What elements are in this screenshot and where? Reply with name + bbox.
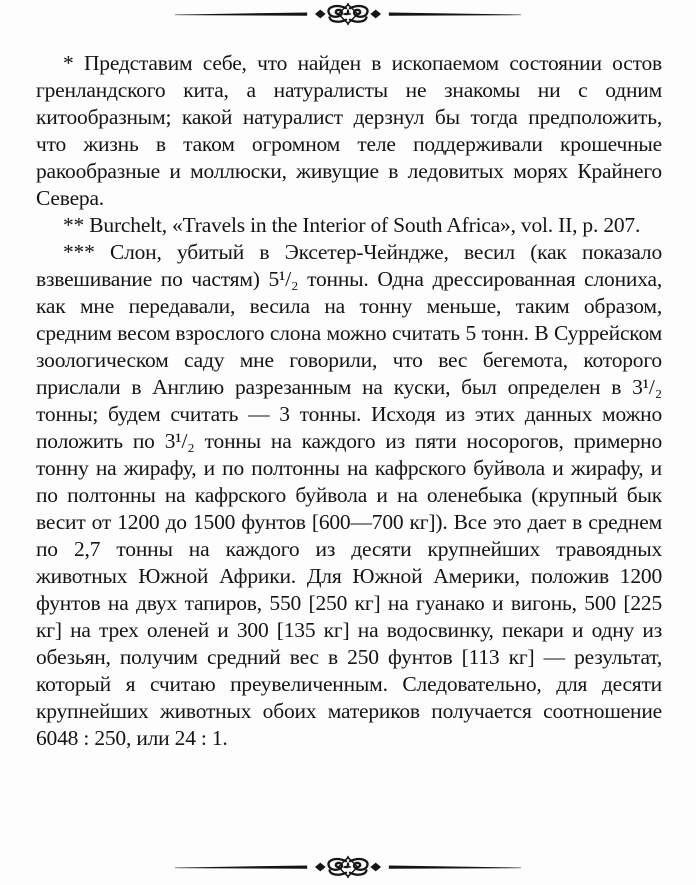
footnote-whale: * Представим себе, что найден в ископаемом состоянии остов гренландского кита, а натуралисты не знакомы ни с одним китообразным; какой натуралист дерзнул бы тогда предположить, что жизнь в таком огромном теле поддерживали крошечные ракообразные и моллюски, живущие в ледовитых морях Крайнего Севера. xyxy=(36,51,662,210)
footnote-burchelt: ** Burchelt, «Travels in the Interior of South Africa», vol. II, p. 207. xyxy=(63,213,641,237)
footnote-elephant: *** Слон, убитый в Эксетер-Чейндже, весил (как показало взвешивание по частям) 5¹/₂ тонны. Одна дрессированная слониха, как мне передавали, весила на тонну меньше, таким образом, средним весом взрослого слона можно считать 5 тонн. В Суррейском зоологическом саду мне говорили, что вес бегемота, которого прислали в Англию разрезанным на куски, был определен в 3¹/₂ тонны; будем считать — 3 тонны. Исходя из этих данных можно положить по 3¹/₂ тонны на каждого из пяти носорогов, примерно тонну на жирафу, и по полтонны на кафрского буйвола и жирафу, и по полтонны на кафрского буйвола и на оленебыка (крупный бык весит от 1200 до 1500 фунтов [600—700 кг]). Все это дает в среднем по 2,7 тонны на каждого из десяти крупнейших травоядных животных Южной Африки. Для Южной Америки, положив 1200 фунтов на двух тапиров, 550 [250 кг] на гуанако и вигонь, 500 [225 кг] на трех оленей и 300 [135 кг] на водосвинку, пекари и одну из обезьян, получим средний вес в 250 фунтов [113 кг] — результат, который я считаю преувеличенным. Следовательно, для десяти крупнейших животных обоих материков получается соотношение 6048 : 250, или 24 : 1. xyxy=(36,240,662,750)
footnotes-block xyxy=(36,50,662,857)
filigree-divider-icon xyxy=(173,2,523,26)
filigree-divider-icon xyxy=(173,855,523,879)
decorative-divider-bottom xyxy=(0,855,696,879)
decorative-divider-top xyxy=(0,2,696,26)
